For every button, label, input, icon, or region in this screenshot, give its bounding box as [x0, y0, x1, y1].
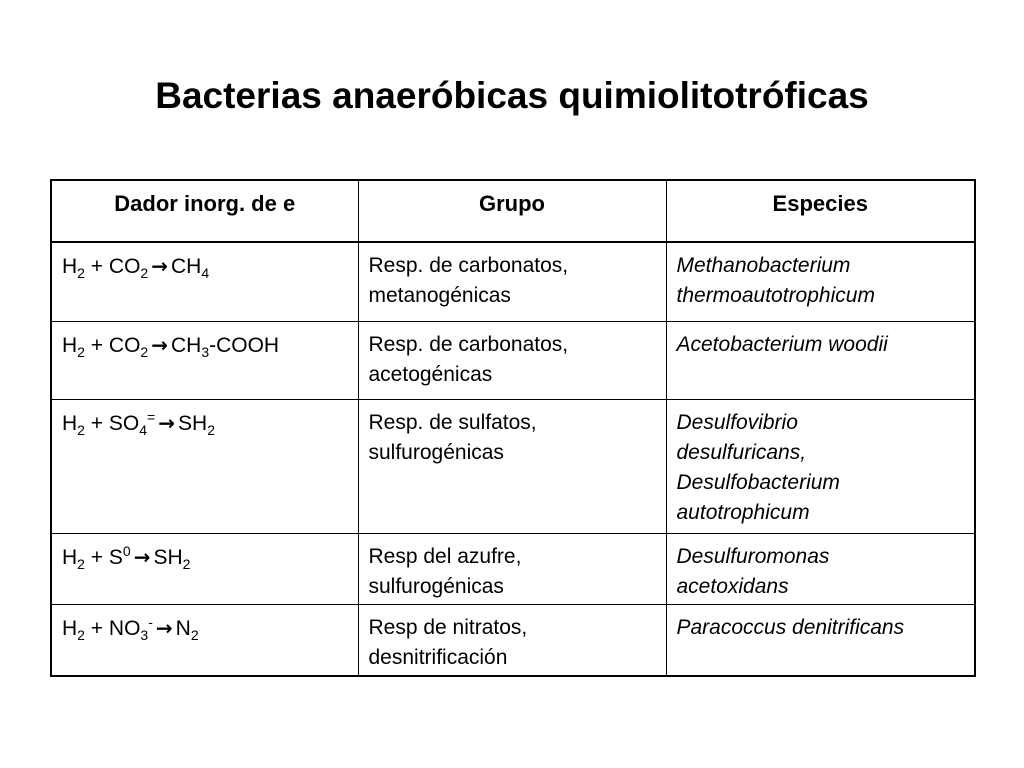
especies-cell: Desulfuromonas acetoxidans [666, 534, 975, 605]
bacteria-table [50, 179, 976, 677]
header-grupo: Grupo [358, 180, 666, 242]
grupo-cell: Resp de nitratos, desnitrificación [358, 605, 666, 677]
header-dador: Dador inorg. de e [51, 180, 358, 242]
reaction-cell: $H_2 + NO_3^- \to N_2$ [51, 605, 358, 677]
grupo-cell: Resp. de carbonatos, metanogénicas [358, 242, 666, 322]
table-row [51, 242, 975, 322]
table-row [51, 400, 975, 534]
grupo-cell: Resp. de sulfatos, sulfurogénicas [358, 400, 666, 534]
reaction-cell: $H_2 + SO_4^= \to SH_2$ [51, 400, 358, 534]
grupo-cell: Resp del azufre, sulfurogénicas [358, 534, 666, 605]
especies-cell: Acetobacterium woodii [666, 322, 975, 400]
header-especies: Especies [666, 180, 975, 242]
table-row [51, 534, 975, 605]
slide-title: Bacterias anaeróbicas quimiolitotróficas [155, 75, 869, 116]
arrow-right-icon: → [151, 333, 168, 357]
table-row [51, 605, 975, 677]
arrow-right-icon: → [158, 411, 175, 435]
table-header-row [51, 180, 975, 242]
arrow-right-icon: → [151, 254, 168, 278]
table-row [51, 322, 975, 400]
especies-cell: Desulfovibrio desulfuricans, Desulfobacterium autotrophicum [666, 400, 975, 534]
reaction-cell: $H_2 + CO_2$ → $CH_3$-COOH [51, 322, 358, 400]
grupo-cell: Resp. de carbonatos, acetogénicas [358, 322, 666, 400]
especies-cell: Paracoccus denitrificans [666, 605, 975, 677]
reaction-cell: $H_2 + CO_2 \to CH_4$ [51, 242, 358, 322]
reaction-cell: $H_2 + S^0 \to SH_2$ [51, 534, 358, 605]
especies-cell: Methanobacterium thermoautotrophicum [666, 242, 975, 322]
arrow-right-icon: → [133, 545, 151, 569]
arrow-right-icon: → [155, 616, 173, 640]
